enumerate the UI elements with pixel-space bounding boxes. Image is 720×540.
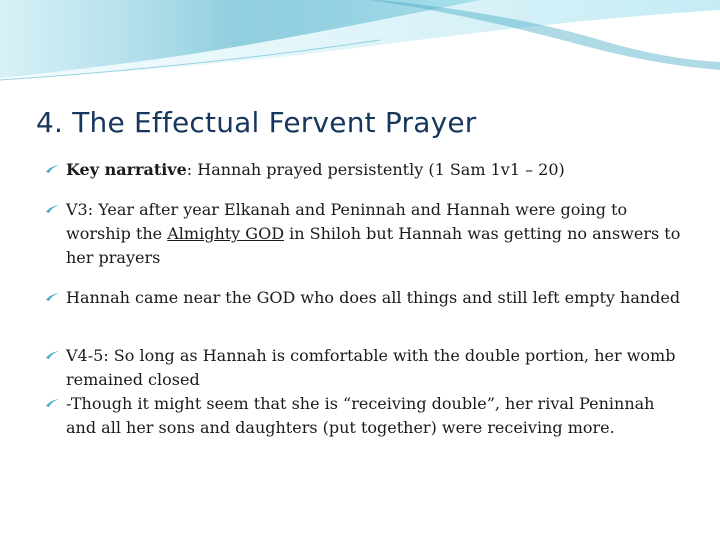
bullet-text: : Hannah prayed persistently (1 Sam 1v1 – 20) — [186, 160, 565, 179]
swoosh-bullet-icon — [44, 289, 60, 305]
swoosh-bullet-icon — [44, 161, 60, 177]
header-wave-decoration — [0, 0, 720, 90]
bullet-text: V3: Year after year Elkanah and Peninnah and Hannah were going to worship the — [66, 200, 628, 243]
bullet-bold-label: Key narrative — [66, 160, 187, 179]
bullet-key-narrative — [44, 158, 684, 182]
bullet-hannah-came — [44, 286, 684, 310]
bullet-though — [44, 392, 684, 440]
swoosh-bullet-icon — [44, 395, 60, 411]
bullet-v4-5 — [44, 344, 684, 392]
slide-title: 4. The Effectual Fervent Prayer — [36, 106, 477, 139]
swoosh-bullet-icon — [44, 201, 60, 217]
bullet-text: -Though it might seem that she is “receiving double”, her rival Peninnah and all her sons and daughters (put together) were receiving more. — [66, 394, 655, 437]
bullet-text: in Shiloh but Hannah was getting no answers to her prayers — [66, 224, 681, 267]
swoosh-bullet-icon — [44, 347, 60, 363]
bullet-list — [44, 158, 684, 440]
bullet-v3 — [44, 198, 684, 270]
bullet-text: V4-5: So long as Hannah is comfortable with the double portion, her womb remained closed — [66, 346, 676, 389]
bullet-text: Hannah came near the GOD who does all things and still left empty handed — [66, 288, 681, 307]
underlined-phrase: Almighty GOD — [167, 224, 285, 243]
